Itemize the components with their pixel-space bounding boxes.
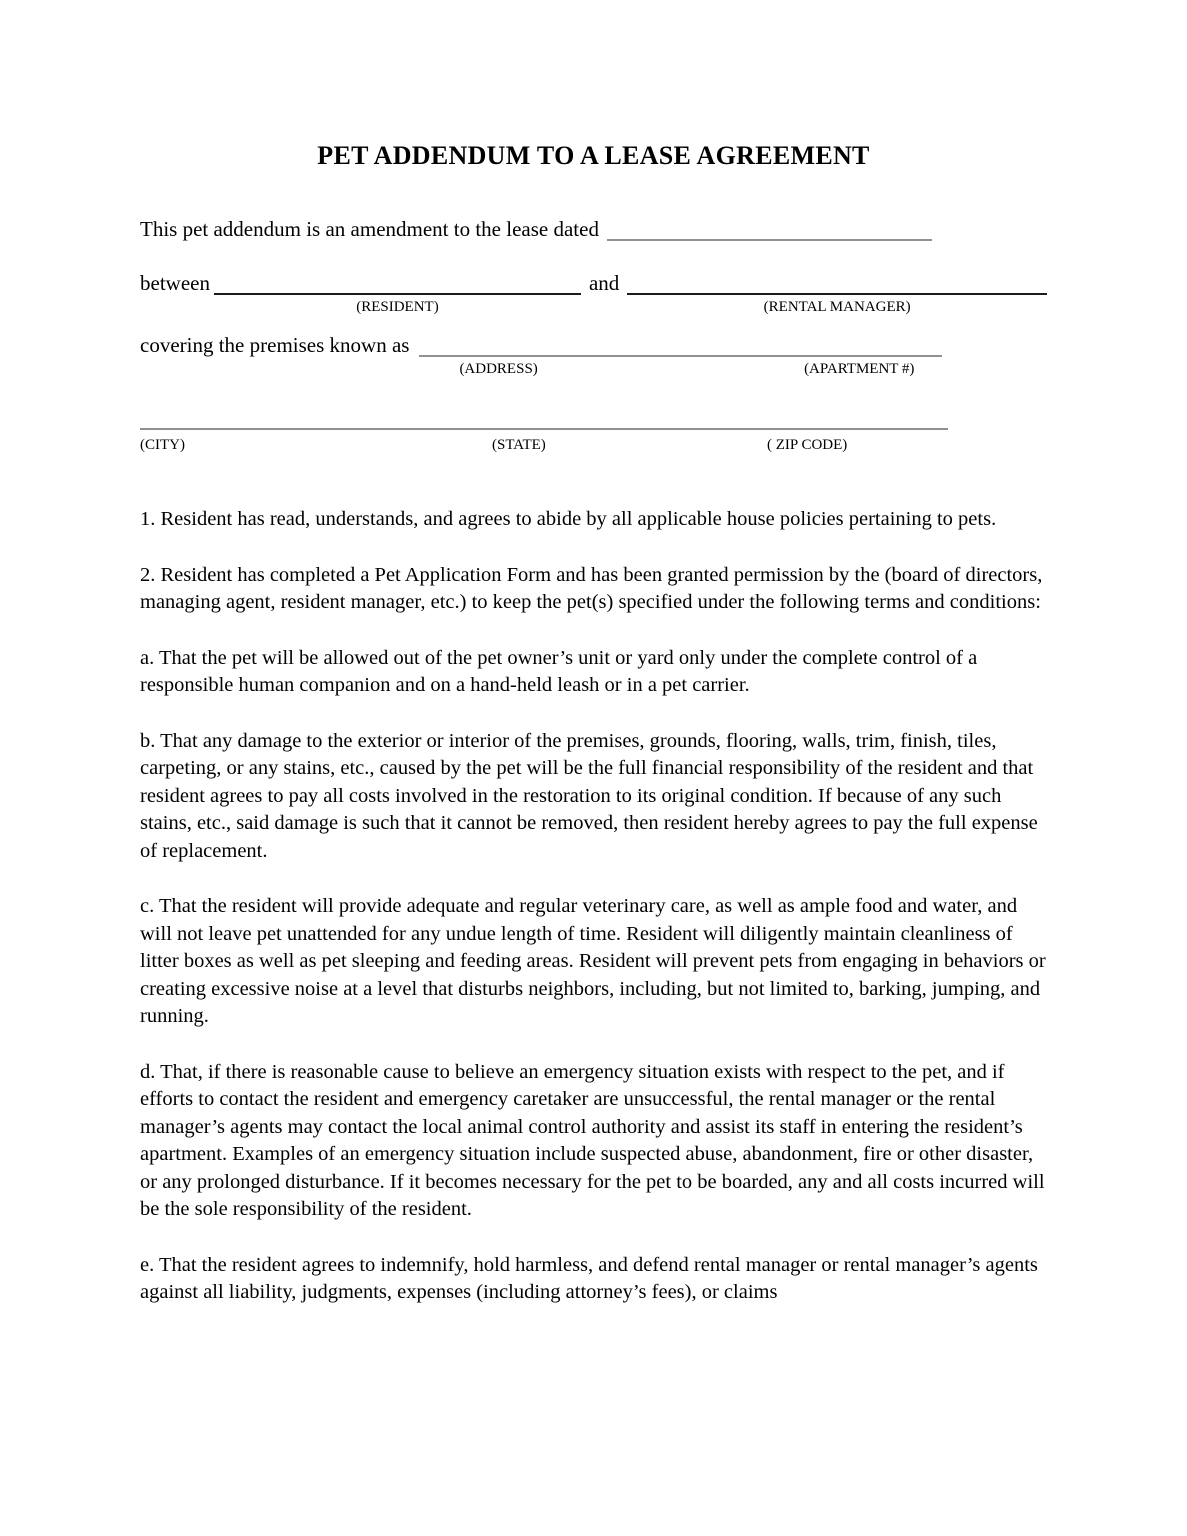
clause-b: b. That any damage to the exterior or interior of the premises, grounds, flooring, walls, trim, finish, tiles, carpeting, or any stains, etc., caused by the pet will be the full financial responsibility of the resident and that resident agrees to pay all costs involved in the restoration to its original condition. If because of any such stains, etc., said damage is such that it cannot be removed, then resident hereby agrees to pay the full expense of replacement. xyxy=(140,729,1038,862)
city-state-zip-row xyxy=(140,428,1047,453)
clause-a: a. That the pet will be allowed out of the pet owner’s unit or yard only under the complete control of a responsible human companion and on a hand-held leash or in a pet carrier. xyxy=(140,646,978,696)
clauses-section xyxy=(140,506,1047,1307)
clause-c: c. That the resident will provide adequate and regular veterinary care, as well as ample food and water, and will not leave pet unattended for any undue length of time. Resident will diligently maintain cleanliness of litter boxes as well as pet sleeping and feeding areas. Resident will prevent pets from engaging in behaviors or creating excessive noise at a level that disturbs neighbors, including, but not limited to, barking, jumping, and running. xyxy=(140,895,1046,1027)
address-caption: (ADDRESS) xyxy=(459,361,538,377)
and-text: and xyxy=(588,271,620,295)
premises-text: covering the premises known as xyxy=(140,333,410,357)
lease-dated-text: This pet addendum is an amendment to the lease dated xyxy=(140,217,599,241)
city-caption: (CITY) xyxy=(140,437,185,453)
between-text: between xyxy=(140,271,210,295)
resident-field xyxy=(214,269,581,316)
address-blank[interactable] xyxy=(419,331,942,357)
document-title: PET ADDENDUM TO A LEASE AGREEMENT xyxy=(317,141,870,170)
resident-name-blank[interactable] xyxy=(214,269,581,295)
rental-manager-field xyxy=(627,269,1047,316)
resident-caption: (RESIDENT) xyxy=(356,299,439,315)
zip-caption: ( ZIP CODE) xyxy=(767,437,848,453)
address-field xyxy=(419,331,942,378)
rental-manager-caption: (RENTAL MANAGER) xyxy=(763,299,911,315)
intro-section xyxy=(140,215,1047,453)
lease-dated-row xyxy=(140,215,1047,243)
state-caption: (STATE) xyxy=(492,437,546,453)
address-captions xyxy=(419,357,942,378)
clause-d: d. That, if there is reasonable cause to believe an emergency situation exists with respect to the pet, and if efforts to contact the resident and emergency caretaker are unsuccessful, the rental manager or the rental manager’s agents may contact the local animal control authority and assist its staff in entering the resident’s apartment. Examples of an emergency situation include suspected abuse, abandonment, fire or other disaster, or any prolonged disturbance. If it becomes necessary for the pet to be boarded, any and all costs incurred will be the sole responsibility of the resident. xyxy=(140,1060,1045,1220)
apartment-caption: (APARTMENT #) xyxy=(804,361,915,377)
rental-manager-blank[interactable] xyxy=(627,269,1047,295)
clause-2: 2. Resident has completed a Pet Application Form and has been granted permission by the (board of directors, managing agent, resident manager, etc.) to keep the pet(s) specified under the following terms and conditions: xyxy=(140,563,1043,613)
city-state-zip-captions xyxy=(140,430,1047,453)
parties-row xyxy=(140,269,1047,316)
clause-e: e. That the resident agrees to indemnify, hold harmless, and defend rental manager or rental manager’s agents against all liability, judgments, expenses (including attorney’s fees), or claims xyxy=(140,1253,1038,1303)
clause-1: 1. Resident has read, understands, and agrees to abide by all applicable house policies pertaining to pets. xyxy=(140,508,997,530)
premises-row xyxy=(140,331,1047,378)
lease-date-blank[interactable] xyxy=(607,215,932,241)
